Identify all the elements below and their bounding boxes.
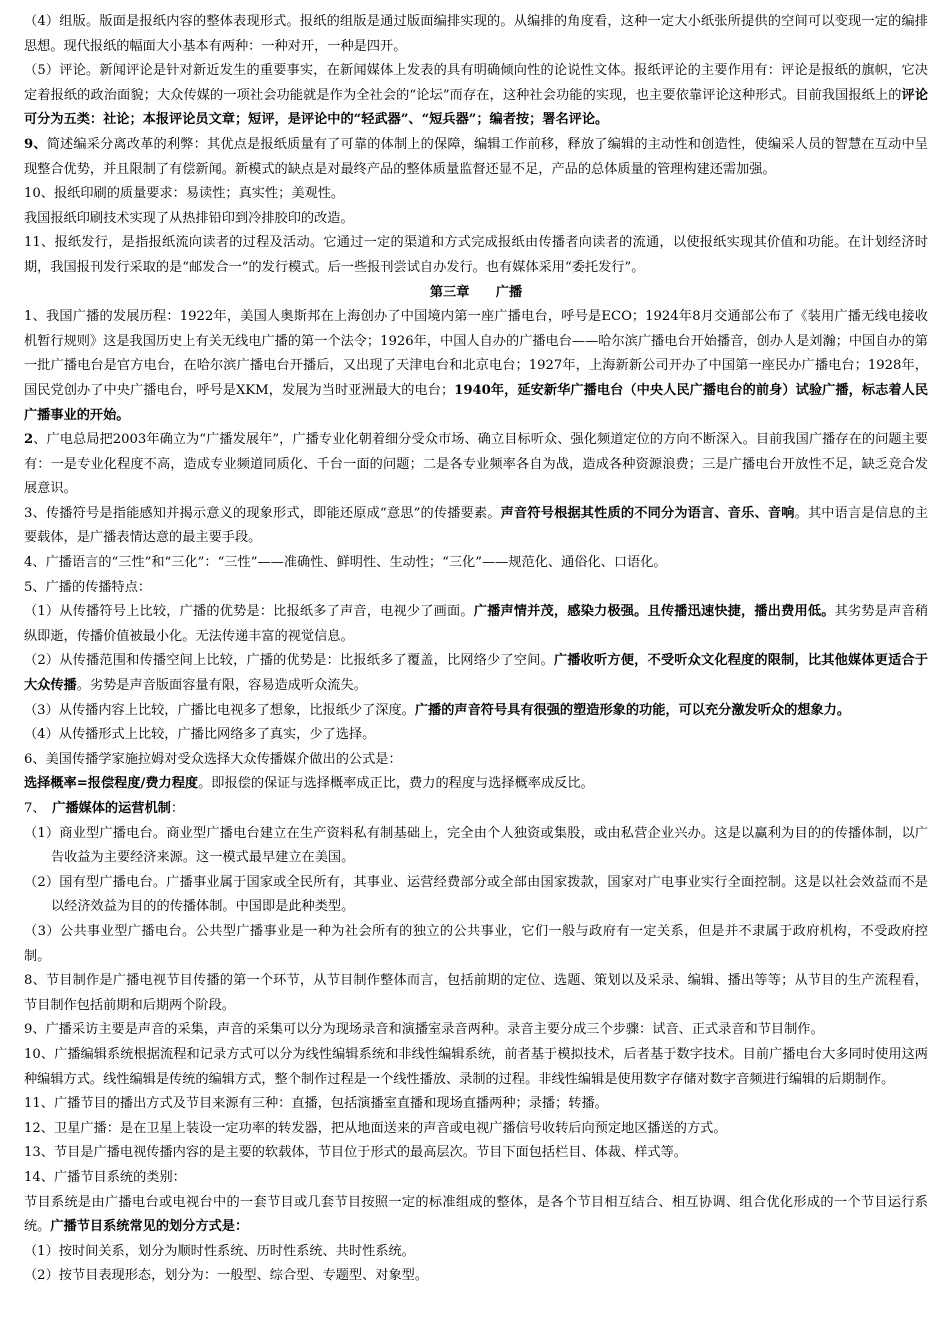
text-run: 。其中语言是信息的主要载体，是广播表情达意的最主要手段。: [24, 505, 929, 546]
text-run: 节目系统是由广播电台或电视台中的一套节目或几套节目按照一定的标准组成的整体，是各个节目相互结合、相互协调、组合优化形成的一个节目运行系统。: [24, 1194, 928, 1235]
paragraph: [24, 1117, 928, 1142]
paragraph: [24, 305, 928, 428]
text-run: 。劣势是声音版面容量有限，容易造成听众流失。: [76, 678, 367, 694]
paragraph: [24, 1018, 928, 1043]
text-run: （2）按节目表现形态，划分为：一般型、综合型、专题型、对象型。: [24, 1268, 429, 1284]
text-run: 9、广播采访主要是声音的采集，声音的采集可以分为现场录音和演播室录音两种。录音主要分成三个步骤：试音、正式录音和节目制作。: [24, 1022, 824, 1038]
text-run: （1）按时间关系，划分为顺时性系统、历时性系统、共时性系统。: [24, 1243, 415, 1259]
text-run: ：: [170, 801, 185, 816]
paragraph: [24, 576, 928, 601]
text-run: 第三章 广播: [429, 284, 523, 300]
bold-text: 2: [24, 432, 34, 448]
text-run: 13、节目是广播电视传播内容的是主要的软载体，节目位于形式的最高层次。节目下面包括栏目、体裁、样式等。: [24, 1145, 687, 1161]
text-run: 我国报纸印刷技术实现了从热排铅印到冷排胶印的改造。: [24, 210, 354, 226]
text-run: 10、广播编辑系统根据流程和记录方式可以分为线性编辑系统和非线性编辑系统，前者基于模拟技术，后者基于数字技术。目前广播电台大多同时使用这两种编辑方式。线性编辑是传统的编辑方式，整个制作过程是一个线性播放、录制的过程。非线性编辑是使用数字存储对数字音频进行编辑的后期制作。: [24, 1046, 928, 1087]
paragraph: [24, 502, 928, 551]
paragraph: [24, 1092, 928, 1117]
text-run: 11、报纸发行，是指报纸流向读者的过程及活动。它通过一定的渠道和方式完成报纸由传播者向读者的流通，以使报纸实现其价值和功能。在计划经济时期，我国报刊发行采取的是“邮发合一”的发行模式。后一些报刊尝试自办发行。也有媒体采用“委托发行”。: [24, 235, 928, 275]
bold-text: 评论可分为五类：社论；本报评论员文章；短评，是评论中的“轻武器”、“短兵器”；编者按；署名评论。: [24, 87, 929, 128]
paragraph: [24, 748, 928, 773]
bold-text: 广播声情并茂，感染力极强。且传播迅速快捷，播出费用低。: [473, 604, 835, 620]
text-run: （4）从传播形式上比较，广播比网络多了真实，少了选择。: [24, 727, 376, 743]
paragraph: [24, 920, 928, 969]
text-run: 8、节目制作是广播电视节目传播的第一个环节，从节目制作整体而言，包括前期的定位、选题、策划以及采录、编辑、播出等等；从节目的生产流程看，节目制作包括前期和后期两个阶段。: [24, 973, 928, 1013]
paragraph: [24, 1141, 928, 1166]
paragraph: [24, 871, 928, 920]
bold-text: 广播媒体的运营机制: [52, 801, 171, 816]
text-run: 6、美国传播学家施拉姆对受众选择大众传播媒介做出的公式是：: [24, 751, 402, 767]
paragraph: [24, 649, 928, 698]
text-run: 7、: [24, 801, 53, 816]
text-run: 4、广播语言的“三性”和“三化”：“三性”——准确性、鲜明性、生动性；“三化”——规范化、通俗化、口语化。: [24, 555, 667, 571]
paragraph: [24, 600, 928, 649]
text-run: 、广电总局把2003年确立为“广播发展年”，广播专业化朝着细分受众市场、确立目标听众、强化频道定位的方向不断深入。目前我国广播存在的问题主要有：一是专业化程度不高，造成专业频道同质化、千台一面的问题；二是各专业频率各自为战，造成各种资源浪费；三是广播电台开放性不足，缺乏竞合发展意识。: [24, 432, 928, 497]
text-run: 10、报纸印刷的质量要求：易读性；真实性；美观性。: [24, 186, 345, 202]
text-run: （4）组版。版面是报纸内容的整体表现形式。报纸的组版是通过版面编排实现的。从编排的角度看，这种一定大小纸张所提供的空间可以变现一定的编排思想。现代报纸的幅面大小基本有两种：一种对开，一种是四开。: [24, 14, 928, 54]
paragraph: [24, 207, 928, 232]
paragraph: [24, 59, 928, 133]
text-run: 其劣势是声音稍纵即逝，传播价值被最小化。无法传递丰富的视觉信息。: [24, 604, 929, 644]
paragraph: [24, 1191, 928, 1240]
paragraph: [24, 1240, 928, 1265]
paragraph: [24, 231, 928, 280]
bold-text: 选择概率=报偿程度/费力程度: [24, 776, 199, 792]
text-run: （3）从传播内容上比较，广播比电视多了想象，比报纸少了深度。: [24, 702, 415, 718]
bold-text: 声音符号根据其性质的不同分为语言、音乐、音响: [500, 505, 795, 521]
bold-text: 广播节目系统常见的划分方式是：: [50, 1219, 249, 1235]
text-run: （1）商业型广播电台。商业型广播电台建立在生产资料私有制基础上，完全由个人独资或集股，或由私营企业兴办。这是以赢利为目的的传播体制，以广告收益为主要经济来源。这一模式最早建立在美国。: [24, 825, 928, 866]
text-run: 简述编采分离改革的利弊：其优点是报纸质量有了可靠的体制上的保障，编辑工作前移，释放了编辑的主动性和创造性，使编采人员的智慧在互动中呈现整合优势，并且限制了有偿新闻。新模式的缺点是对最终产品的整体质量监督还显不足，产品的总体质量的管理构建还需加强。: [24, 136, 928, 177]
paragraph: [24, 428, 928, 502]
text-run: 5、广播的传播特点：: [24, 579, 152, 595]
paragraph: [24, 1264, 928, 1289]
text-run: （5）评论。新闻评论是针对新近发生的重要事实，在新闻媒体上发表的具有明确倾向性的论说性文体。报纸评论的主要作用有：评论是报纸的旗帜，它决定着报纸的政治面貌；大众传媒的一项社会功能就是作为全社会的“论坛”而存在，这种社会功能的实现，也主要依靠评论这种形式。目前我国报纸上的: [24, 63, 928, 103]
paragraph: [24, 797, 928, 822]
paragraph: [24, 10, 928, 59]
paragraph: [24, 551, 928, 576]
text-run: 。即报偿的保证与选择概率成正比，费力的程度与选择概率成反比。: [198, 776, 594, 792]
chapter-heading: [24, 281, 928, 306]
paragraph: [24, 822, 928, 871]
paragraph: [24, 1166, 928, 1191]
text-run: 14、广播节目系统的类别：: [24, 1169, 186, 1185]
text-run: （1）从传播符号上比较，广播的优势是：比报纸多了声音，电视少了画面。: [24, 604, 474, 620]
paragraph: [24, 182, 928, 207]
paragraph: [24, 133, 928, 182]
text-run: 11、广播节目的播出方式及节目来源有三种：直播，包括演播室直播和现场直播两种；录播；转播。: [24, 1096, 608, 1112]
bold-text: 广播收听方便，不受听众文化程度的限制，比其他媒体更适合于大众传播: [24, 653, 929, 694]
bold-text: 广播的声音符号具有很强的塑造形象的功能，可以充分激发听众的想象力。: [414, 702, 851, 718]
paragraph: [24, 772, 928, 797]
paragraph: [24, 723, 928, 748]
text-run: （2）从传播范围和传播空间上比较，广播的优势是：比报纸多了覆盖，比网络少了空间。: [24, 653, 554, 669]
text-run: （3）公共事业型广播电台。公共型广播事业是一种为社会所有的独立的公共事业，它们一般与政府有一定关系，但是并不隶属于政府机构，不受政府控制。: [24, 923, 928, 964]
text-run: 1、我国广播的发展历程：1922年，美国人奥斯邦在上海创办了中国境内第一座广播电台，呼号是ECO；1924年8月交通部公布了《装用广播无线电接收机暂行规则》这是我国历史上有关无线电广播的第一个法令；1926年，中国人自办的广播电台——哈尔滨广播电台开始播音，创办人是刘瀚；中国自办的第一批广播电台是官方电台，在哈尔滨广播电台开播后，又出现了天津电台和北京电台；1927年，上海新新公司开办了中国第一座民办广播电台；1928年，国民党创办了中央广播电台，呼号是XKM，发展为当时亚洲最大的电台；: [24, 309, 928, 398]
bold-text: 9、: [24, 136, 47, 152]
text-run: （2）国有型广播电台。广播事业属于国家或全民所有，其事业、运营经费部分或全部由国家拨款，国家对广电事业实行全面控制。这是以社会效益而不是以经济效益为目的的传播体制。中国即是此种类型。: [24, 874, 928, 915]
paragraph: [24, 1043, 928, 1092]
paragraph: [24, 699, 928, 724]
paragraph: [24, 969, 928, 1018]
bold-text: 1940年，延安新华广播电台（中央人民广播电台的前身）试验广播，标志着人民广播事业的开始。: [24, 382, 929, 423]
text-run: 3、传播符号是指能感知并揭示意义的现象形式，即能还原成“意思”的传播要素。: [24, 505, 501, 521]
text-run: 12、卫星广播：是在卫星上装设一定功率的转发器，把从地面送来的声音或电视广播信号收转后向预定地区播送的方式。: [24, 1120, 727, 1136]
